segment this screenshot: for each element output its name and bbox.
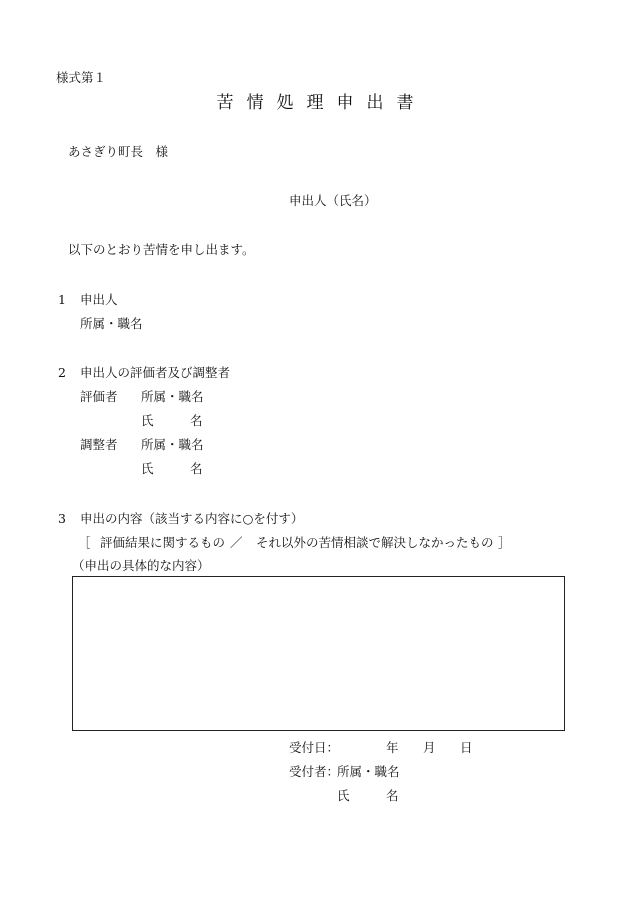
options-separator: ／ [230,535,243,550]
form-label: 様式第１ [56,70,107,85]
receiver-name-label-1: 氏 [337,788,350,803]
option-other-complaint: それ以外の苦情相談で解決しなかったもの [256,535,494,550]
options-bracket-open: ［ [78,535,91,550]
document-title: 苦情処理申出書 [216,93,427,113]
evaluator-affiliation-label: 所属・職名 [141,389,204,404]
option-evaluation-result: 評価結果に関するもの [100,535,226,550]
receiver-name-label-2: 名 [386,788,399,803]
section1-number: 1 [58,292,66,307]
coordinator-name-label-2: 名 [190,461,203,476]
options-bracket-close: ］ [498,535,511,550]
section1-affiliation-label: 所属・職名 [80,316,143,331]
section1-heading: 申出人 [80,292,118,307]
section2-heading: 申出人の評価者及び調整者 [80,365,231,380]
detail-content-box[interactable] [72,576,565,731]
intro-text: 以下のとおり苦情を申し出ます。 [68,242,255,257]
reception-year-label: 年 [386,740,399,755]
applicant-name-label: 申出人（氏名） [289,193,377,208]
evaluator-name-label-2: 名 [190,413,203,428]
section3-number: 3 [58,511,66,526]
reception-date-label: 受付日： [289,740,340,755]
section2-number: 2 [58,365,66,380]
evaluator-name-label-1: 氏 [141,413,154,428]
coordinator-name-label-1: 氏 [141,461,154,476]
evaluator-label: 評価者 [80,389,118,404]
receiver-affiliation-label: 所属・職名 [337,764,400,779]
coordinator-label: 調整者 [80,437,118,452]
addressee: あさぎり町長 様 [68,144,169,159]
detail-label: （申出の具体的な内容） [72,558,210,573]
coordinator-affiliation-label: 所属・職名 [141,437,204,452]
reception-month-label: 月 [423,740,436,755]
section3-heading: 申出の内容（該当する内容に○を付す） [80,511,304,526]
receiver-label: 受付者： [289,764,340,779]
reception-day-label: 日 [460,740,473,755]
